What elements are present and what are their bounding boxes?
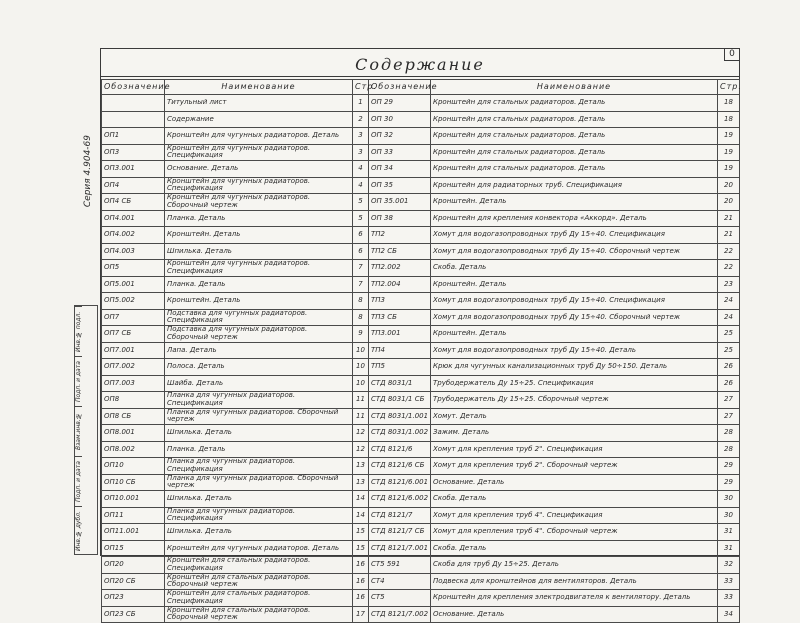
table-row	[102, 359, 740, 376]
right-name: Основание. Деталь	[431, 606, 718, 623]
right-code: ОП 34	[369, 161, 431, 178]
right-code: СТД 8121/7.002	[369, 606, 431, 623]
left-name: Основание. Деталь	[165, 161, 353, 178]
left-name: Кронштейн для чугунных радиаторов. Спецификация	[165, 177, 353, 194]
left-page: 12	[353, 425, 369, 442]
table-row	[102, 557, 740, 574]
right-name: Скоба. Деталь	[431, 540, 718, 557]
right-page: 22	[718, 243, 740, 260]
right-page: 18	[718, 111, 740, 128]
left-code: ОП23	[102, 590, 165, 607]
right-page: 26	[718, 375, 740, 392]
page-number: 0	[724, 48, 739, 61]
right-name: Зажим. Деталь	[431, 425, 718, 442]
right-code: ОП 33	[369, 144, 431, 161]
left-name: Кронштейн для чугунных радиаторов. Спецификация	[165, 260, 353, 277]
table-row	[102, 342, 740, 359]
table-header-row	[102, 80, 740, 95]
table-row	[102, 177, 740, 194]
left-code: ОП10 СБ	[102, 474, 165, 491]
page-title: Содержание	[355, 55, 485, 74]
left-code: ОП3	[102, 144, 165, 161]
left-name: Планка для чугунных радиаторов. Сборочный чертеж	[165, 408, 353, 425]
right-page: 30	[718, 507, 740, 524]
right-name: Кронштейн для стальных радиаторов. Деталь	[431, 95, 718, 112]
left-page: 3	[353, 128, 369, 145]
right-code: СТД 8121/6 СБ	[369, 458, 431, 475]
left-page: 4	[353, 177, 369, 194]
left-page: 14	[353, 507, 369, 524]
left-code: ОП11.001	[102, 524, 165, 541]
right-page: 31	[718, 524, 740, 541]
right-page: 21	[718, 210, 740, 227]
left-code	[102, 111, 165, 128]
left-code: ОП8 СБ	[102, 408, 165, 425]
right-page: 25	[718, 342, 740, 359]
left-page: 5	[353, 194, 369, 211]
left-page: 11	[353, 408, 369, 425]
header-code-right: Обозначение	[369, 80, 431, 95]
left-name: Кронштейн. Деталь	[165, 293, 353, 310]
table-row	[102, 293, 740, 310]
right-page: 29	[718, 474, 740, 491]
left-code: ОП10.001	[102, 491, 165, 508]
right-code: ОП 32	[369, 128, 431, 145]
right-code: ТП2	[369, 227, 431, 244]
table-row	[102, 111, 740, 128]
right-code: ТП2.002	[369, 260, 431, 277]
left-code: ОП4.001	[102, 210, 165, 227]
right-page: 28	[718, 425, 740, 442]
right-code: СТД 8121/6.002	[369, 491, 431, 508]
right-name: Хомут для водогазопроводных труб Ду 15÷40. Сборочный чертеж	[431, 243, 718, 260]
left-code: ОП8.002	[102, 441, 165, 458]
table-body	[102, 95, 740, 623]
left-page: 8	[353, 309, 369, 326]
table-row	[102, 227, 740, 244]
left-code: ОП8.001	[102, 425, 165, 442]
right-code: ТП3 СБ	[369, 309, 431, 326]
left-code: ОП4.002	[102, 227, 165, 244]
right-code: ТП3.001	[369, 326, 431, 343]
table-row	[102, 194, 740, 211]
left-page: 10	[353, 375, 369, 392]
right-name: Хомут для водогазопроводных труб Ду 15÷40. Сборочный чертеж	[431, 309, 718, 326]
left-page: 6	[353, 243, 369, 260]
left-name: Планка для чугунных радиаторов. Спецификация	[165, 507, 353, 524]
right-page: 23	[718, 276, 740, 293]
right-page: 31	[718, 540, 740, 557]
contents-table	[101, 79, 740, 623]
left-name: Планка для чугунных радиаторов. Спецификация	[165, 458, 353, 475]
left-page: 7	[353, 260, 369, 277]
left-page: 13	[353, 458, 369, 475]
left-name: Кронштейн для стальных радиаторов. Сборочный чертеж	[165, 606, 353, 623]
right-page: 27	[718, 408, 740, 425]
title-divider	[101, 76, 739, 77]
left-page: 7	[353, 276, 369, 293]
right-name: Скоба. Деталь	[431, 260, 718, 277]
right-name: Хомут для крепления труб 4". Сборочный чертеж	[431, 524, 718, 541]
table-row	[102, 326, 740, 343]
table-row	[102, 441, 740, 458]
table-row	[102, 309, 740, 326]
right-name: Кронштейн для стальных радиаторов. Деталь	[431, 111, 718, 128]
right-name: Кронштейн для радиаторных труб. Спецификация	[431, 177, 718, 194]
left-name: Шайба. Деталь	[165, 375, 353, 392]
left-page: 15	[353, 524, 369, 541]
left-name: Титульный лист	[165, 95, 353, 112]
left-code: ОП7.002	[102, 359, 165, 376]
left-name: Кронштейн для стальных радиаторов. Сборочный чертеж	[165, 573, 353, 590]
right-code: ТП2 СБ	[369, 243, 431, 260]
right-code: ТП3	[369, 293, 431, 310]
right-code: СТ5 591	[369, 557, 431, 574]
table-row	[102, 128, 740, 145]
left-page: 4	[353, 161, 369, 178]
left-code: ОП5.001	[102, 276, 165, 293]
stamp-cell: Инв.№ подл.	[75, 306, 82, 356]
left-code: ОП20	[102, 557, 165, 574]
left-page: 6	[353, 227, 369, 244]
left-page: 10	[353, 342, 369, 359]
table-row	[102, 161, 740, 178]
table-row	[102, 474, 740, 491]
right-code: СТД 8121/7	[369, 507, 431, 524]
right-page: 18	[718, 95, 740, 112]
table-row	[102, 392, 740, 409]
right-name: Кронштейн для стальных радиаторов. Деталь	[431, 161, 718, 178]
left-name: Кронштейн для чугунных радиаторов. Спецификация	[165, 144, 353, 161]
stamp-cell: Подп. и дата	[75, 356, 82, 406]
left-page: 1	[353, 95, 369, 112]
right-name: Кронштейн для крепления электродвигателя к вентилятору. Деталь	[431, 590, 718, 607]
table-row	[102, 491, 740, 508]
table-row	[102, 243, 740, 260]
right-page: 27	[718, 392, 740, 409]
left-code: ОП4 СБ	[102, 194, 165, 211]
left-code: ОП11	[102, 507, 165, 524]
right-name: Трубодержатель Ду 15÷25. Сборочный чертеж	[431, 392, 718, 409]
header-page-right: Стр.	[718, 80, 740, 95]
right-code: СТД 8121/6	[369, 441, 431, 458]
right-page: 24	[718, 309, 740, 326]
right-name: Кронштейн для крепления конвектора «Аккорд». Деталь	[431, 210, 718, 227]
right-name: Хомут для водогазопроводных труб Ду 15÷40. Деталь	[431, 342, 718, 359]
left-page: 14	[353, 491, 369, 508]
right-code: СТД 8121/7 СБ	[369, 524, 431, 541]
left-page: 13	[353, 474, 369, 491]
right-code: ТП2.004	[369, 276, 431, 293]
right-page: 25	[718, 326, 740, 343]
left-name: Шпилька. Деталь	[165, 243, 353, 260]
right-name: Кронштейн. Деталь	[431, 194, 718, 211]
right-name: Хомут для крепления труб 4". Спецификация	[431, 507, 718, 524]
right-page: 29	[718, 458, 740, 475]
right-name: Скоба. Деталь	[431, 491, 718, 508]
left-code: ОП5	[102, 260, 165, 277]
left-name: Кронштейн для чугунных радиаторов. Деталь	[165, 540, 353, 557]
header-page-left: Стр.	[353, 80, 369, 95]
left-page: 15	[353, 540, 369, 557]
left-name: Кронштейн для стальных радиаторов. Спецификация	[165, 590, 353, 607]
right-name: Хомут. Деталь	[431, 408, 718, 425]
table-row	[102, 540, 740, 557]
table-row	[102, 95, 740, 112]
stamp-cell: Подп. и дата	[75, 456, 82, 506]
left-name: Шпилька. Деталь	[165, 491, 353, 508]
right-name: Кронштейн. Деталь	[431, 276, 718, 293]
left-code: ОП23 СБ	[102, 606, 165, 623]
right-code: СТД 8031/1 СБ	[369, 392, 431, 409]
left-code	[102, 95, 165, 112]
table-row	[102, 524, 740, 541]
left-page: 3	[353, 144, 369, 161]
right-code: СТД 8031/1	[369, 375, 431, 392]
left-code: ОП4	[102, 177, 165, 194]
left-code: ОП4.003	[102, 243, 165, 260]
right-name: Хомут для водогазопроводных труб Ду 15÷40. Спецификация	[431, 227, 718, 244]
right-name: Крюк для чугунных канализационных труб Ду 50÷150. Деталь	[431, 359, 718, 376]
right-code: СТ5	[369, 590, 431, 607]
table-row	[102, 375, 740, 392]
left-code: ОП7 СБ	[102, 326, 165, 343]
stamp-cell: Инв.№ дубл.	[75, 506, 82, 556]
left-page: 5	[353, 210, 369, 227]
right-code: ТП5	[369, 359, 431, 376]
right-code: ОП 35	[369, 177, 431, 194]
right-name: Подвеска для кронштейнов для вентиляторов. Деталь	[431, 573, 718, 590]
right-name: Основание. Деталь	[431, 474, 718, 491]
right-page: 22	[718, 260, 740, 277]
left-page: 9	[353, 326, 369, 343]
left-name: Кронштейн для стальных радиаторов. Спецификация	[165, 557, 353, 574]
left-page: 16	[353, 573, 369, 590]
left-page: 11	[353, 392, 369, 409]
left-code: ОП5.002	[102, 293, 165, 310]
table-row	[102, 425, 740, 442]
header-name-left: Наименование	[165, 80, 353, 95]
right-code: ОП 35.001	[369, 194, 431, 211]
table-row	[102, 276, 740, 293]
left-code: ОП3.001	[102, 161, 165, 178]
left-code: ОП7.003	[102, 375, 165, 392]
left-code: ОП10	[102, 458, 165, 475]
left-page: 17	[353, 606, 369, 623]
left-name: Планка. Деталь	[165, 210, 353, 227]
left-code: ОП8	[102, 392, 165, 409]
right-code: СТД 8031/1.001	[369, 408, 431, 425]
right-name: Хомут для крепления труб 2". Спецификация	[431, 441, 718, 458]
left-page: 8	[353, 293, 369, 310]
right-page: 28	[718, 441, 740, 458]
header-code-left: Обозначение	[102, 80, 165, 95]
left-page: 16	[353, 590, 369, 607]
left-name: Содержание	[165, 111, 353, 128]
table-row	[102, 507, 740, 524]
right-code: СТД 8031/1.002	[369, 425, 431, 442]
right-page: 20	[718, 177, 740, 194]
right-page: 30	[718, 491, 740, 508]
left-page: 16	[353, 557, 369, 574]
left-page: 12	[353, 441, 369, 458]
right-code: ОП 30	[369, 111, 431, 128]
table-row	[102, 260, 740, 277]
left-name: Полоса. Деталь	[165, 359, 353, 376]
left-code: ОП20 СБ	[102, 573, 165, 590]
right-code: ОП 38	[369, 210, 431, 227]
table-row	[102, 606, 740, 623]
right-code: ОП 29	[369, 95, 431, 112]
right-code: ТП4	[369, 342, 431, 359]
left-page: 10	[353, 359, 369, 376]
right-page: 32	[718, 557, 740, 574]
left-name: Подставка для чугунных радиаторов. Сборочный чертеж	[165, 326, 353, 343]
left-name: Лапа. Деталь	[165, 342, 353, 359]
table-row	[102, 458, 740, 475]
right-page: 19	[718, 161, 740, 178]
left-name: Шпилька. Деталь	[165, 425, 353, 442]
right-name: Хомут для крепления труб 2". Сборочный чертеж	[431, 458, 718, 475]
right-code: СТД 8121/7.001	[369, 540, 431, 557]
drawing-sheet	[100, 48, 742, 622]
right-page: 21	[718, 227, 740, 244]
left-name: Кронштейн для чугунных радиаторов. Деталь	[165, 128, 353, 145]
right-page: 19	[718, 128, 740, 145]
left-code: ОП7.001	[102, 342, 165, 359]
right-code: СТД 8121/6.001	[369, 474, 431, 491]
header-name-right: Наименование	[431, 80, 718, 95]
left-code: ОП1	[102, 128, 165, 145]
left-name: Кронштейн для чугунных радиаторов. Сборочный чертеж	[165, 194, 353, 211]
left-name: Планка. Деталь	[165, 441, 353, 458]
series-label: Серия 4.904-69	[83, 135, 93, 208]
right-page: 34	[718, 606, 740, 623]
right-page: 19	[718, 144, 740, 161]
right-name: Кронштейн для стальных радиаторов. Деталь	[431, 128, 718, 145]
left-name: Кронштейн. Деталь	[165, 227, 353, 244]
right-page: 33	[718, 590, 740, 607]
left-name: Шпилька. Деталь	[165, 524, 353, 541]
table-row	[102, 408, 740, 425]
right-page: 24	[718, 293, 740, 310]
right-code: СТ4	[369, 573, 431, 590]
right-name: Кронштейн для стальных радиаторов. Деталь	[431, 144, 718, 161]
right-name: Трубодержатель Ду 15÷25. Спецификация	[431, 375, 718, 392]
right-name: Скоба для труб Ду 15÷25. Деталь	[431, 557, 718, 574]
left-name: Подставка для чугунных радиаторов. Спецификация	[165, 309, 353, 326]
stamp-cell: Взам.инв.№	[75, 406, 82, 456]
right-name: Хомут для водогазопроводных труб Ду 15÷40. Спецификация	[431, 293, 718, 310]
table-row	[102, 573, 740, 590]
left-name: Планка для чугунных радиаторов. Сборочный чертеж	[165, 474, 353, 491]
right-name: Кронштейн. Деталь	[431, 326, 718, 343]
left-name: Планка для чугунных радиаторов. Спецификация	[165, 392, 353, 409]
table-row	[102, 144, 740, 161]
approval-stamp	[74, 305, 98, 555]
left-code: ОП15	[102, 540, 165, 557]
right-page: 33	[718, 573, 740, 590]
left-code: ОП7	[102, 309, 165, 326]
table-row	[102, 210, 740, 227]
right-page: 20	[718, 194, 740, 211]
left-name: Планка. Деталь	[165, 276, 353, 293]
right-page: 26	[718, 359, 740, 376]
table-row	[102, 590, 740, 607]
left-page: 2	[353, 111, 369, 128]
